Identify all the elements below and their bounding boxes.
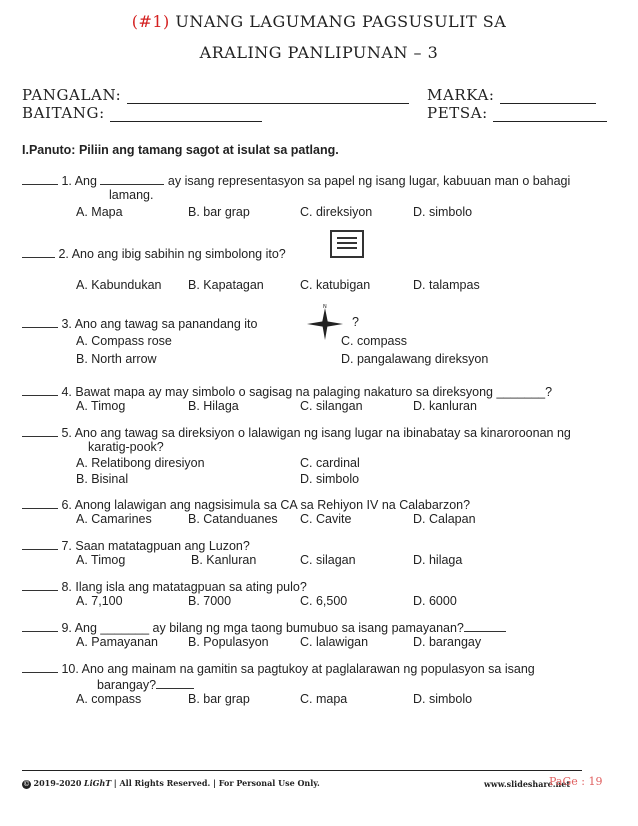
q10-trailing-blank: [156, 676, 194, 689]
q4-choice-a[interactable]: A. Timog: [76, 399, 126, 413]
q8-choice-a[interactable]: A. 7,100: [76, 594, 123, 608]
svg-text:N: N: [323, 304, 327, 310]
copyright-icon: ©: [23, 779, 30, 788]
q9-trailing-blank: [464, 619, 506, 632]
answer-blank-2[interactable]: [22, 245, 55, 258]
q7-choice-b[interactable]: B. Kanluran: [191, 553, 257, 567]
q9-choice-d[interactable]: D. barangay: [413, 635, 482, 649]
answer-blank-6[interactable]: [22, 496, 58, 509]
question-2: [22, 245, 286, 262]
q6-text: 6. Anong lalawigan ang nagsisimula sa CA sa Rehiyon IV na Calabarzon?: [61, 498, 471, 512]
q1-inline-blank: [100, 172, 164, 185]
q8-choice-c[interactable]: C. 6,500: [300, 594, 348, 608]
q2-choice-c[interactable]: C. katubigan: [300, 278, 371, 292]
q8-choice-d[interactable]: D. 6000: [413, 594, 457, 608]
q6-choice-b[interactable]: B. Catanduanes: [188, 512, 278, 526]
page-subtitle: ARALING PANLIPUNAN – 3: [199, 43, 439, 62]
q6-choice-a[interactable]: A. Camarines: [76, 512, 152, 526]
q3-choice-a[interactable]: A. Compass rose: [76, 334, 172, 348]
page-number: PaGe : 19: [549, 775, 603, 788]
footer-divider: [22, 770, 582, 771]
petsa-label: PETSA:: [427, 104, 488, 122]
q9-choice-b[interactable]: B. Populasyon: [188, 635, 269, 649]
q4-choice-d[interactable]: D. kanluran: [413, 399, 477, 413]
question-4: [22, 383, 552, 400]
marka-line[interactable]: [500, 89, 596, 104]
q4-choice-c[interactable]: C. silangan: [300, 399, 363, 413]
q3-choice-b[interactable]: B. North arrow: [76, 352, 157, 366]
q2-choice-b[interactable]: B. Kapatagan: [188, 278, 264, 292]
q10-choice-c[interactable]: C. mapa: [300, 692, 348, 706]
q7-choice-a[interactable]: A. Timog: [76, 553, 126, 567]
answer-blank-1[interactable]: [22, 172, 58, 185]
q1-choice-c[interactable]: C. direksiyon: [300, 205, 373, 219]
instruction: I.Panuto: Piliin ang tamang sagot at isulat sa patlang.: [22, 143, 339, 157]
q9-text: 9. Ang _______ ay bilang ng mga taong bumubuo sa isang pamayanan?: [61, 621, 464, 635]
q1-text-b: ay isang representasyon sa papel ng isang lugar, kabuuan man o bahagi: [167, 174, 571, 188]
q7-text: 7. Saan matatagpuan ang Luzon?: [61, 539, 250, 553]
q2-choice-d[interactable]: D. talampas: [413, 278, 480, 292]
baitang-line[interactable]: [110, 107, 262, 122]
question-1: [22, 172, 570, 189]
q3-choice-c[interactable]: C. compass: [341, 334, 407, 348]
q5-text: 5. Ano ang tawag sa direksiyon o lalawigan ng isang lugar na ibinabatay sa kinaroroonan ng: [61, 426, 571, 440]
q1-choice-b[interactable]: B. bar grap: [188, 205, 250, 219]
q9-choice-a[interactable]: A. Pamayanan: [76, 635, 158, 649]
q7-choice-d[interactable]: D. hilaga: [413, 553, 463, 567]
title-line-1: UNANG LAGUMANG PAGSUSULIT SA: [175, 12, 507, 31]
q5-choice-a[interactable]: A. Relatibong diresiyon: [76, 456, 205, 470]
q10-choice-b[interactable]: B. bar grap: [188, 692, 250, 706]
q9-choice-c[interactable]: C. lalawigan: [300, 635, 369, 649]
petsa-line[interactable]: [493, 107, 607, 122]
q4-choice-b[interactable]: B. Hilaga: [188, 399, 239, 413]
answer-blank-10[interactable]: [22, 660, 58, 673]
q1-text-a: 1. Ang: [61, 174, 97, 188]
q10-choice-d[interactable]: D. simbolo: [413, 692, 473, 706]
q6-choice-d[interactable]: D. Calapan: [413, 512, 476, 526]
baitang-field[interactable]: [22, 104, 262, 122]
footer-site[interactable]: www.slideshare.net: [484, 779, 571, 789]
q10-text: 10. Ano ang mainam na gamitin sa pagtukoy at paglalarawan ng populasyon sa isang: [61, 662, 535, 676]
question-8: [22, 578, 307, 595]
q1-text-c: lamang.: [109, 188, 154, 202]
footer-author: LiGhT: [83, 778, 112, 788]
q10-text-c-wrap: [97, 676, 194, 693]
question-3: [22, 315, 257, 332]
petsa-field[interactable]: [427, 104, 607, 122]
q6-choice-c[interactable]: C. Cavite: [300, 512, 352, 526]
q2-text: 2. Ano ang ibig sabihin ng simbolong ito?: [58, 247, 286, 261]
q8-choice-b[interactable]: B. 7000: [188, 594, 232, 608]
question-7: [22, 537, 250, 554]
q3-text-b: ?: [352, 315, 359, 329]
question-5: [22, 424, 571, 441]
question-10: [22, 660, 535, 677]
q5-text-c: karatig-pook?: [88, 440, 164, 454]
q3-text-a: 3. Ano ang tawag sa panandang ito: [61, 317, 258, 331]
question-6: [22, 496, 470, 513]
pangalan-field[interactable]: [22, 86, 409, 104]
answer-blank-8[interactable]: [22, 578, 58, 591]
footer-rights: | All Rights Reserved. | For Personal Use Only.: [113, 778, 320, 788]
answer-blank-9[interactable]: [22, 619, 58, 632]
q5-choice-c[interactable]: C. cardinal: [300, 456, 360, 470]
q1-choice-a[interactable]: A. Mapa: [76, 205, 123, 219]
q10-text-c: barangay?: [97, 678, 157, 692]
answer-blank-5[interactable]: [22, 424, 58, 437]
marka-label: MARKA:: [427, 86, 495, 104]
answer-blank-4[interactable]: [22, 383, 58, 396]
title-mark: (#1): [131, 12, 170, 31]
baitang-label: BAITANG:: [22, 104, 105, 122]
footer-copyright: [22, 778, 320, 789]
water-symbol-icon: [330, 230, 364, 258]
q5-choice-b[interactable]: B. Bisinal: [76, 472, 129, 486]
q2-choice-a[interactable]: A. Kabundukan: [76, 278, 162, 292]
marka-field[interactable]: [427, 86, 596, 104]
pangalan-line[interactable]: [127, 89, 409, 104]
pangalan-label: PANGALAN:: [22, 86, 122, 104]
answer-blank-3[interactable]: [22, 315, 58, 328]
q1-choice-d[interactable]: D. simbolo: [413, 205, 473, 219]
q8-text: 8. Ilang isla ang matatagpuan sa ating pulo?: [61, 580, 307, 594]
answer-blank-7[interactable]: [22, 537, 58, 550]
footer-year: 2019-2020: [33, 778, 82, 788]
q3-choice-d[interactable]: D. pangalawang direksyon: [341, 352, 489, 366]
page-title: [0, 12, 638, 31]
q7-choice-c[interactable]: C. silagan: [300, 553, 356, 567]
q4-text: 4. Bawat mapa ay may simbolo o sagisag na palaging nakaturo sa direksyong _______?: [61, 385, 553, 399]
question-9: [22, 619, 506, 636]
q10-choice-a[interactable]: A. compass: [76, 692, 142, 706]
q5-choice-d[interactable]: D. simbolo: [300, 472, 360, 486]
